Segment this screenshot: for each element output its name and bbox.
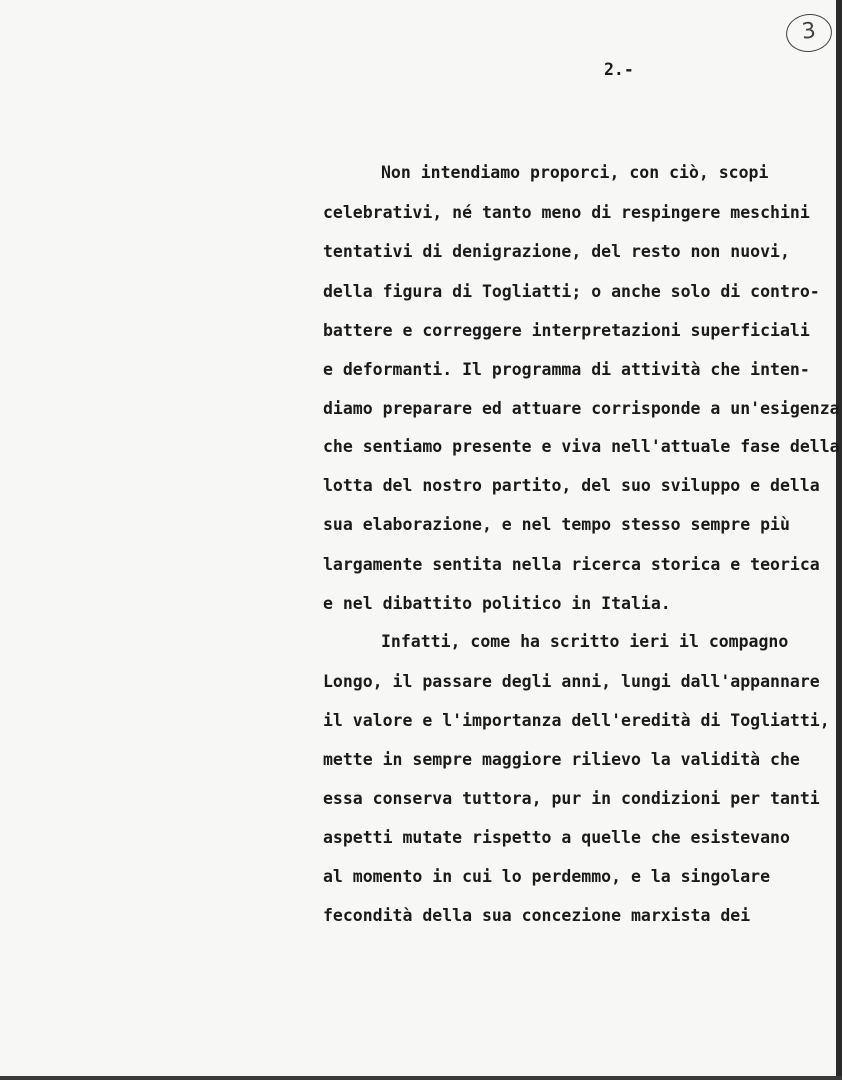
text-line: il valore e l'importanza dell'eredità di Togliatti, — [323, 711, 830, 730]
text-line: e deformanti. Il programma di attività che inten- — [323, 360, 810, 379]
text-line: essa conserva tuttora, pur in condizioni per tanti — [323, 789, 820, 808]
text-line: Infatti, come ha scritto ieri il compagno — [381, 632, 789, 651]
page-number: 2.- — [604, 60, 634, 79]
text-line: mette in sempre maggiore rilievo la validità che — [323, 750, 800, 769]
text-line: aspetti mutate rispetto a quelle che esistevano — [323, 828, 790, 847]
text-line: della figura di Togliatti; o anche solo di contro- — [323, 282, 820, 301]
text-line: battere e correggere interpretazioni superficiali — [323, 321, 810, 340]
text-line: sua elaborazione, e nel tempo stesso sempre più — [323, 515, 790, 534]
text-line: tentativi di denigrazione, del resto non nuovi, — [323, 242, 790, 261]
text-line: e nel dibattito politico in Italia. — [323, 594, 671, 613]
text-line: Non intendiamo proporci, con ciò, scopi — [381, 163, 769, 182]
text-line: lotta del nostro partito, del suo sviluppo e della — [323, 476, 820, 495]
text-line: largamente sentita nella ricerca storica e teorica — [323, 555, 820, 574]
text-line: al momento in cui lo perdemmo, e la singolare — [323, 867, 771, 886]
text-line: Longo, il passare degli anni, lungi dall'appannare — [323, 672, 820, 691]
text-line: fecondità della sua concezione marxista dei — [323, 906, 751, 925]
text-line: celebrativi, né tanto meno di respingere meschini — [323, 203, 810, 222]
text-line: che sentiamo presente e viva nell'attuale fase della — [323, 437, 840, 456]
archive-page-number: 3 — [784, 12, 834, 55]
scan-edge-right — [836, 0, 842, 1080]
scan-edge-bottom — [0, 1076, 842, 1080]
text-line: diamo preparare ed attuare corrisponde a un'esigenza — [323, 399, 840, 418]
